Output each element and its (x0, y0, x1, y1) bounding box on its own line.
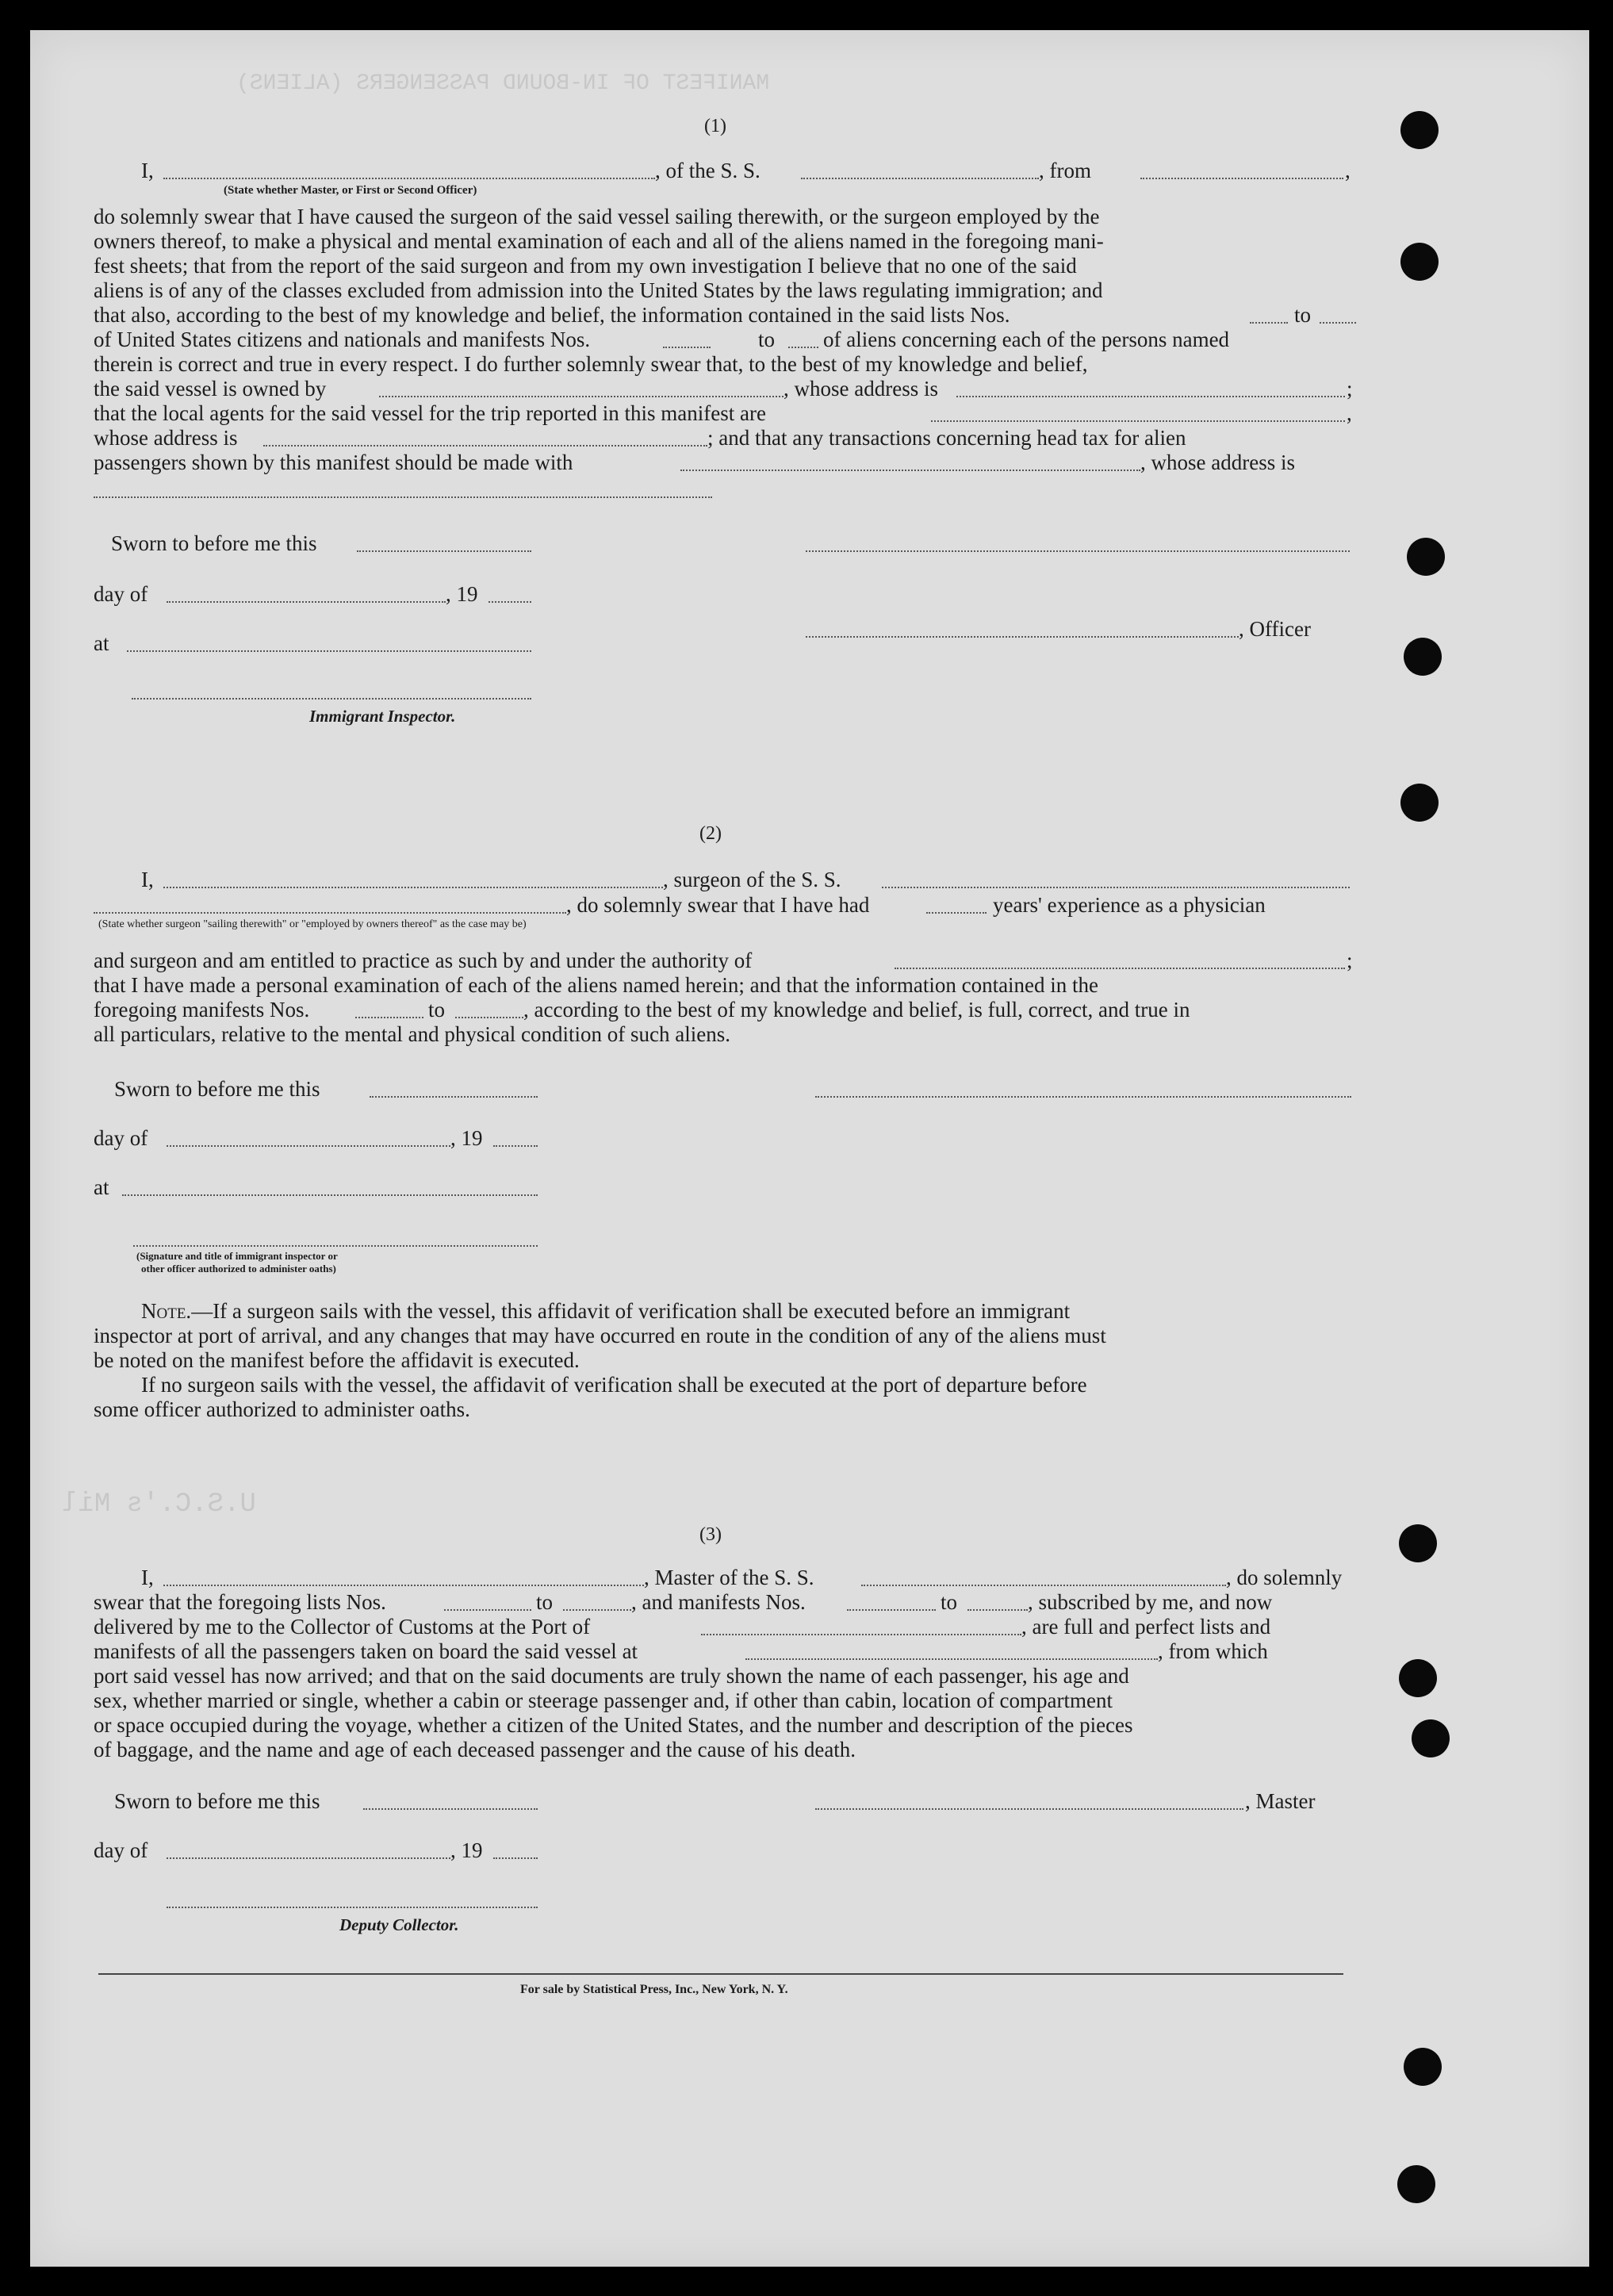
s1-signature-field (806, 550, 1350, 552)
s2-name-field (163, 887, 663, 888)
s2-years-exp: years' experience as a physician (993, 893, 1266, 917)
note-label: Note. (141, 1299, 192, 1323)
s2-manifests-to (455, 1017, 523, 1018)
s2-i: I, (141, 868, 154, 891)
s2-body-3: all particulars, relative to the mental and physical condition of such aliens. (94, 1022, 730, 1046)
s1-body-8: that the local agents for the said vessel for the trip reported in this manifest are (94, 401, 766, 425)
s1-body-1: owners thereof, to make a physical and mental examination of each and all of the aliens named in the foregoing mani- (94, 229, 1104, 253)
s3-ship-field (861, 1585, 1226, 1586)
s3-to-2: to (941, 1590, 958, 1614)
s2-sworn: Sworn to before me this (114, 1077, 320, 1101)
s1-line1-end: , (1345, 159, 1351, 182)
s2-at: at (94, 1175, 109, 1199)
s1-body-10: passengers shown by this manifest should be made with (94, 450, 573, 474)
s1-day-field (167, 601, 446, 603)
punch-hole (1397, 2165, 1435, 2203)
s1-year-field (488, 601, 531, 603)
s2-body-0: and surgeon and am entitled to practice as such by and under the authority of (94, 949, 753, 972)
s1-rank-field (163, 178, 655, 179)
s2-sworn-field (370, 1096, 538, 1098)
s1-lists-from (1250, 322, 1288, 324)
punch-hole (1404, 638, 1442, 676)
s1-aliens-concerning: of aliens concerning each of the persons named (823, 328, 1230, 351)
s2-day-field (167, 1145, 450, 1147)
s3-l3b: , are full and perfect lists and (1021, 1615, 1271, 1639)
s3-port-field (701, 1634, 1021, 1635)
s2-inspector-field (133, 1245, 538, 1247)
s1-to-2: to (758, 328, 776, 351)
s1-body-0: do solemnly swear that I have caused the surgeon of the said vessel sailing therewith, or the surgeon employed by the (94, 205, 1100, 228)
s3-body-3: of baggage, and the name and age of each deceased passenger and the cause of his death. (94, 1738, 856, 1761)
footer-text: For sale by Statistical Press, Inc., New York, N. Y. (520, 1983, 788, 1996)
s2-surgeon-of: , surgeon of the S. S. (663, 868, 841, 891)
s1-owner-field (379, 396, 784, 397)
punch-hole (1399, 1659, 1437, 1697)
s3-embark-field (745, 1658, 1158, 1660)
footer-rule (98, 1973, 1343, 1975)
s1-from: , from (1039, 159, 1091, 182)
s3-l3a: delivered by me to the Collector of Customs at the Port of (94, 1615, 591, 1639)
s3-body-1: sex, whether married or single, whether a cabin or steerage passenger and, if other than cabin, location of compartment (94, 1688, 1113, 1712)
punch-hole (1399, 1524, 1437, 1562)
s1-sworn-field (357, 550, 531, 552)
s3-lists-from (444, 1609, 531, 1611)
s2-day-of: day of (94, 1126, 148, 1150)
s1-from-field (1140, 178, 1343, 179)
punch-hole (1400, 111, 1439, 149)
s1-sworn: Sworn to before me this (111, 531, 317, 555)
s3-manifests-to (967, 1609, 1028, 1611)
s2-according: , according to the best of my knowledge and belief, is full, correct, and true in (523, 998, 1190, 1022)
s1-at: at (94, 631, 109, 655)
s3-day-of: day of (94, 1838, 148, 1862)
s1-at-field (127, 650, 531, 652)
s3-day-field (167, 1857, 450, 1859)
s1-body-4: that also, according to the best of my knowledge and belief, the information contained in the said lists Nos. (94, 303, 1010, 327)
punch-hole (1400, 243, 1439, 281)
s3-master: , Master (1245, 1789, 1316, 1813)
s2-year-field (493, 1145, 538, 1147)
s1-inspector-field (132, 698, 531, 700)
s1-inspector-label: Immigrant Inspector. (309, 707, 456, 726)
s2-years-field (926, 912, 987, 914)
s3-deputy-field (167, 1907, 538, 1908)
s1-officer: , Officer (1239, 617, 1311, 641)
punch-hole (1404, 2048, 1442, 2086)
s3-master-signature-field (815, 1808, 1243, 1810)
s3-i: I, (141, 1566, 154, 1589)
s3-l4b: , from which (1158, 1639, 1268, 1663)
s3-master-of: , Master of the S. S. (644, 1566, 814, 1589)
manifest-affidavit-page (30, 30, 1589, 2267)
section-3-heading: (3) (699, 1524, 722, 1545)
s2-to: to (428, 998, 446, 1022)
s2-sig-note-1: (Signature and title of immigrant inspector or (136, 1250, 338, 1262)
s2-capacity-note: (State whether surgeon "sailing therewith" or "employed by owners thereof" as the case may be) (98, 918, 527, 930)
note-p2-0: If no surgeon sails with the vessel, the affidavit of verification shall be executed at the port of departure before (141, 1373, 1087, 1397)
punch-hole (1407, 538, 1445, 576)
s3-do-solemnly: , do solemnly (1226, 1566, 1343, 1589)
s3-deputy-label: Deputy Collector. (339, 1915, 459, 1934)
note-line-0 (141, 1299, 1070, 1324)
s3-body-0: port said vessel has now arrived; and that on the said documents are truly shown the name of each passenger, his age and (94, 1664, 1129, 1688)
s1-owner-address-field (956, 396, 1345, 397)
s2-capacity-field (94, 912, 566, 914)
s3-lists-to (563, 1609, 631, 1611)
s1-manifests-to (788, 347, 818, 348)
s3-sworn: Sworn to before me this (114, 1789, 320, 1813)
s1-nineteen: , 19 (446, 582, 478, 606)
s1-body-6: therein is correct and true in every respect. I do further solemnly swear that, to the best of my knowledge and belief, (94, 352, 1088, 376)
s1-agents-address-field (263, 445, 707, 447)
section-2-heading: (2) (699, 823, 722, 844)
note-p1-1: inspector at port of arrival, and any changes that may have occurred en route in the condition of any of the aliens must (94, 1324, 1106, 1347)
s3-body-2: or space occupied during the voyage, whether a citizen of the United States, and the number and description of the pieces (94, 1713, 1133, 1737)
note-p2-1: some officer authorized to administer oaths. (94, 1397, 470, 1421)
s3-sworn-field (363, 1808, 538, 1810)
s1-comma-1: , (1347, 401, 1352, 425)
s3-and-manifests: , and manifests Nos. (631, 1590, 806, 1614)
s2-authority-field (895, 968, 1345, 969)
s1-line1-i: I, (141, 159, 154, 182)
section-1-heading: (1) (704, 116, 726, 136)
bleed-through: MANIFEST OF IN-BOUND PASSENGERS (ALIENS) (236, 71, 770, 96)
s1-manifests-from (663, 347, 711, 348)
punch-hole (1400, 784, 1439, 822)
s2-ship-field (882, 887, 1350, 888)
s1-ship-field (801, 178, 1039, 179)
s3-l2a: swear that the foregoing lists Nos. (94, 1590, 386, 1614)
s1-semicolon-1: ; (1347, 377, 1353, 401)
s1-rank-note: (State whether Master, or First or Second Officer) (224, 184, 477, 197)
s1-agents-field (931, 420, 1345, 422)
s3-manifests-from (847, 1609, 936, 1611)
s1-officer-field (806, 636, 1239, 638)
punch-hole (1412, 1719, 1450, 1757)
s1-owner-address: , whose address is (784, 377, 938, 401)
s2-at-field (122, 1194, 538, 1196)
s1-head-tax-address-field (94, 496, 712, 498)
s3-nineteen: , 19 (450, 1838, 483, 1862)
s1-body-2: fest sheets; that from the report of the said surgeon and from my own investigation I believe that no one of the said (94, 254, 1077, 278)
s1-body-9: whose address is (94, 426, 238, 450)
note-p1-2: be noted on the manifest before the affidavit is executed. (94, 1348, 580, 1372)
s2-manifests-from (355, 1017, 423, 1018)
s1-lists-to (1320, 322, 1356, 324)
bleed-through: U.S.C.'s Mil (62, 1489, 256, 1520)
s2-nineteen: , 19 (450, 1126, 483, 1150)
s1-body-5: of United States citizens and nationals and manifests Nos. (94, 328, 591, 351)
s3-year-field (493, 1857, 538, 1859)
note-p1-0: —If a surgeon sails with the vessel, this affidavit of verification shall be executed before an immigrant (191, 1299, 1071, 1323)
s1-body-7: the said vessel is owned by (94, 377, 327, 401)
s1-body-3: aliens is of any of the classes excluded from admission into the United States by the laws regulating immigration; and (94, 278, 1103, 302)
s1-to-1: to (1294, 303, 1312, 327)
s2-semicolon: ; (1347, 949, 1353, 972)
s1-head-tax-address: , whose address is (1140, 450, 1295, 474)
s1-head-tax: ; and that any transactions concerning head tax for alien (707, 426, 1186, 450)
s3-subscribed: , subscribed by me, and now (1028, 1590, 1273, 1614)
s2-sig-note-2: other officer authorized to administer oaths) (141, 1263, 336, 1274)
s1-of-ss: , of the S. S. (655, 159, 761, 182)
s1-head-tax-field (680, 470, 1140, 471)
s2-body-2: foregoing manifests Nos. (94, 998, 310, 1022)
s2-do-solemnly: , do solemnly swear that I have had (566, 893, 870, 917)
s3-to-1: to (536, 1590, 554, 1614)
s1-day-of: day of (94, 582, 148, 606)
s2-body-1: that I have made a personal examination of each of the aliens named herein; and that the information contained in the (94, 973, 1099, 997)
s2-signature-field (815, 1096, 1351, 1098)
s3-name-field (163, 1585, 644, 1586)
s3-l4a: manifests of all the passengers taken on board the said vessel at (94, 1639, 638, 1663)
